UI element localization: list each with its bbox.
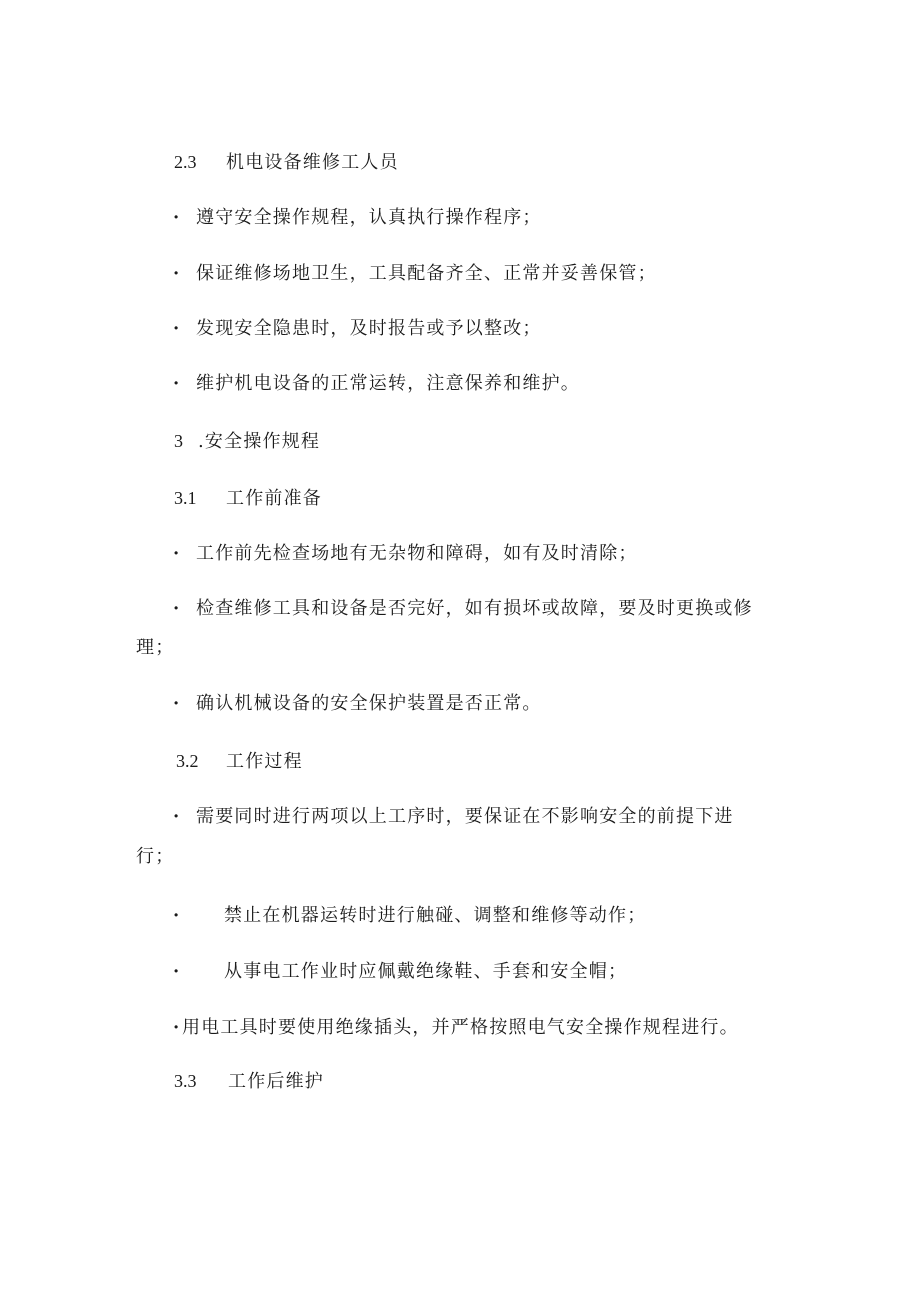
list-item [174, 317, 542, 340]
list-item-text: 确认机械设备的安全保护装置是否正常。 [196, 693, 542, 714]
section-title: 工作后维护 [228, 1071, 324, 1092]
list-item [174, 805, 734, 828]
section-title: 工作过程 [226, 751, 303, 772]
section-number: 2.3 [174, 152, 197, 172]
bullet-icon: • [174, 321, 179, 335]
list-item-text: 工作前先检查场地有无杂物和障碍，如有及时清除； [196, 543, 638, 564]
list-item [174, 372, 580, 395]
list-item [174, 692, 542, 715]
bullet-icon: • [174, 809, 179, 823]
bullet-icon: • [174, 908, 179, 922]
list-item [174, 206, 542, 229]
list-item [174, 542, 638, 565]
list-item-text: 理； [136, 637, 175, 658]
section-number: 3.2 [176, 751, 199, 771]
bullet-icon: • [174, 964, 179, 978]
bullet-icon: • [174, 266, 179, 280]
section-heading-3-2 [176, 750, 303, 773]
list-item-text: 维护机电设备的正常运转，注意保养和维护。 [196, 373, 580, 394]
section-number: 3.1 [174, 488, 197, 508]
list-item-continuation [136, 637, 174, 659]
section-heading-3-3 [174, 1070, 324, 1093]
list-item [174, 1016, 739, 1039]
section-number: 3.3 [174, 1071, 197, 1091]
list-item-text: 从事电工作业时应佩戴绝缘鞋、手套和安全帽； [224, 961, 628, 982]
bullet-icon: • [174, 601, 179, 615]
section-number: 3 [174, 431, 183, 451]
list-item-text: 保证维修场地卫生，工具配备齐全、正常并妥善保管； [196, 263, 657, 284]
list-item [174, 262, 657, 285]
list-item-text: 需要同时进行两项以上工序时，要保证在不影响安全的前提下进 [196, 806, 734, 827]
section-title: 机电设备维修工人员 [226, 152, 399, 173]
section-heading-3 [174, 430, 320, 453]
list-item-text: 检查维修工具和设备是否完好，如有损坏或故障，要及时更换或修 [196, 598, 753, 619]
list-item [174, 904, 646, 927]
section-heading-3-1 [174, 487, 322, 510]
list-item [174, 960, 627, 983]
list-item-text: 用电工具时要使用绝缘插头，并严格按照电气安全操作规程进行。 [182, 1017, 739, 1038]
bullet-icon: • [174, 1020, 179, 1034]
section-title: .安全操作规程 [198, 431, 321, 452]
list-item-text: 发现安全隐患时，及时报告或予以整改； [196, 318, 542, 339]
list-item-text: 行； [136, 846, 175, 867]
bullet-icon: • [174, 696, 179, 710]
list-item [174, 597, 753, 620]
bullet-icon: • [174, 210, 179, 224]
section-title: 工作前准备 [226, 488, 322, 509]
bullet-icon: • [174, 546, 179, 560]
list-item-text: 禁止在机器运转时进行触碰、调整和维修等动作； [224, 905, 647, 926]
bullet-icon: • [174, 376, 179, 390]
list-item-text: 遵守安全操作规程，认真执行操作程序； [196, 207, 542, 228]
list-item-continuation [136, 846, 174, 868]
section-heading-2-3 [174, 151, 399, 174]
